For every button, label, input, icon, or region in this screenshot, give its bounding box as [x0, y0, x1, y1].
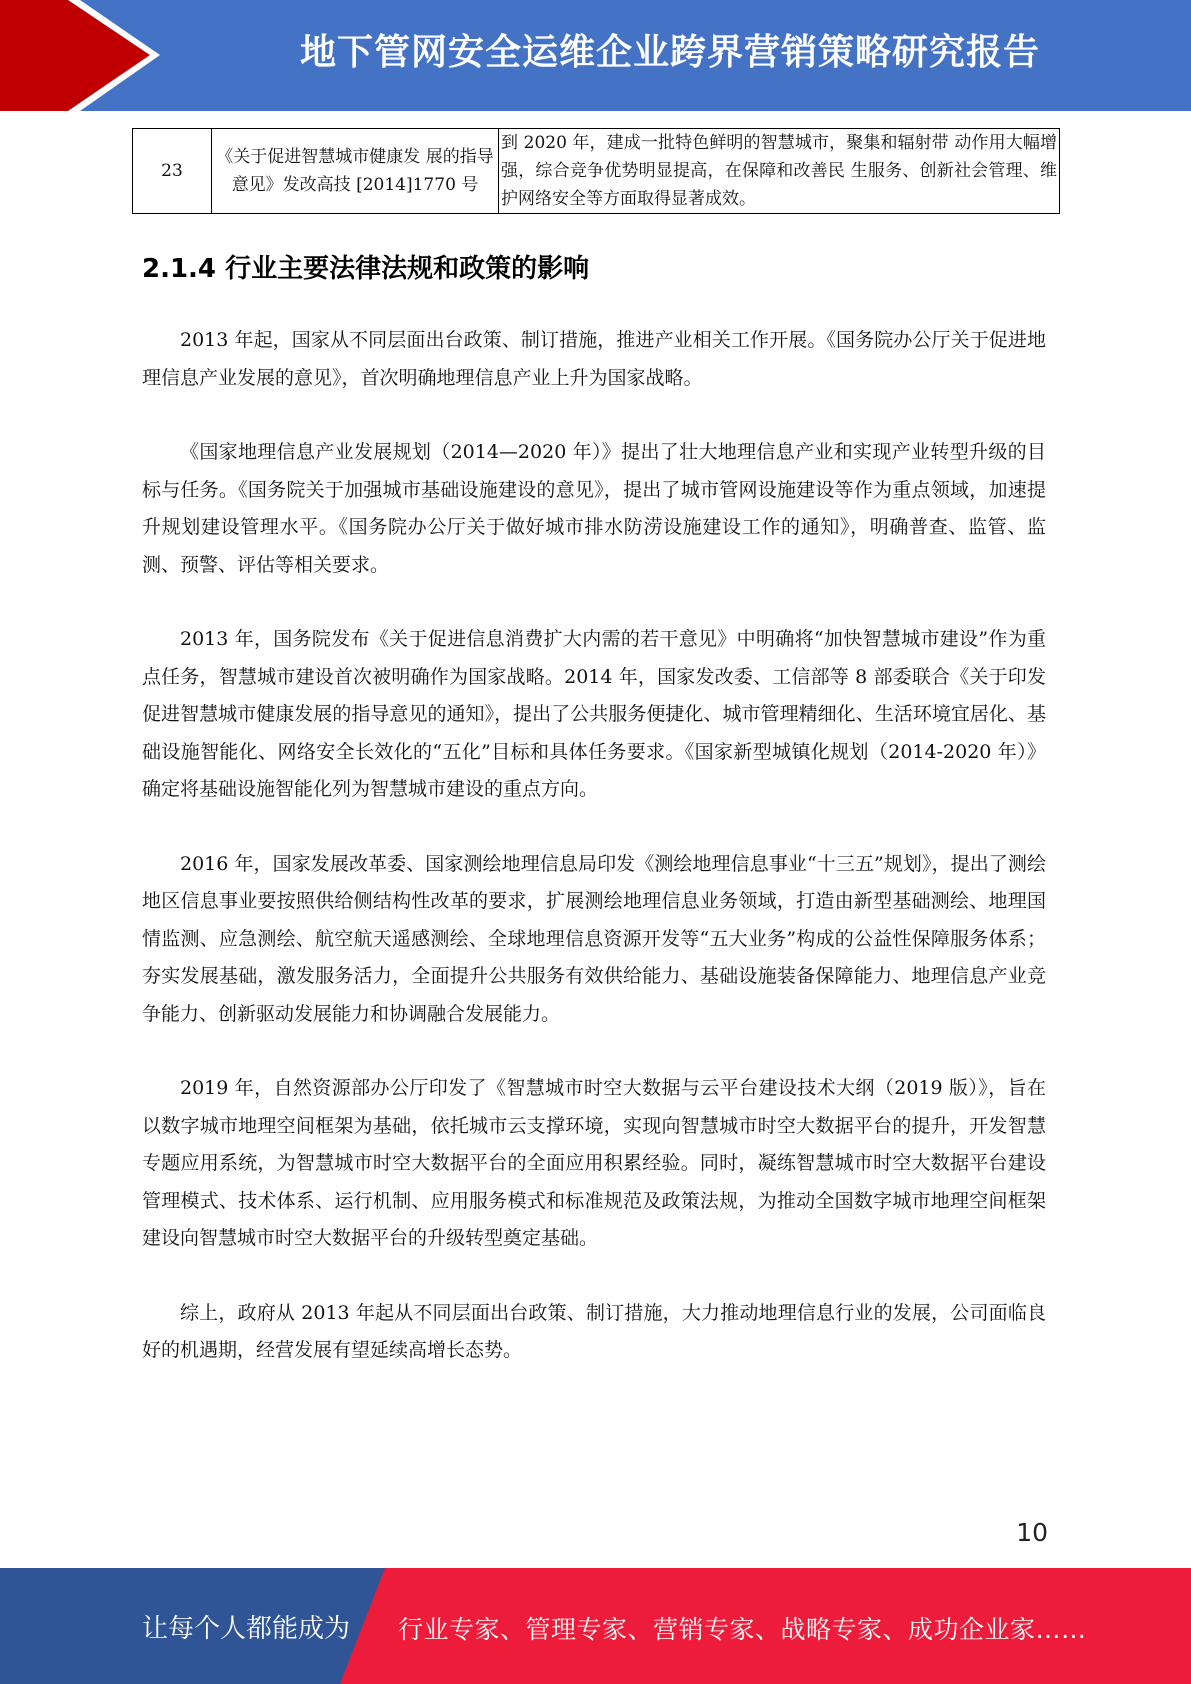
footer-slogan-left: 让每个人都能成为: [142, 1614, 351, 1644]
header-red-arrow-decoration: [0, 0, 150, 111]
footer-slogan-right: 行业专家、管理专家、营销专家、战略专家、成功企业家……: [398, 1615, 1087, 1644]
paragraph: 综上，政府从 2013 年起从不同层面出台政策、制订措施，大力推动地理信息行业的发展，公司面临良好的机遇期，经营发展有望延续高增长态势。: [142, 1301, 1046, 1361]
page-footer: [0, 1568, 1191, 1684]
table-cell-description: 到 2020 年，建成一批特色鲜明的智慧城市，聚集和辐射带 动作用大幅增强，综合竞争优势明显提高，在保障和改善民 生服务、创新社会管理、维护网络安全等方面取得显著成效。: [499, 129, 1060, 214]
page-number: 10: [1016, 1518, 1048, 1547]
paragraph: 2013 年，国务院发布《关于促进信息消费扩大内需的若干意见》中明确将“加快智慧城市建设”作为重点任务，智慧城市建设首次被明确作为国家战略。2014 年，国家发改委、工信部等 8 部委联合《关于印发促进智慧城市健康发展的指导意见的通知》，提出了公共服务便捷化、城市管理精细化、生活环境宜居化、基础设施智能化、网络安全长效化的“五化”目标和具体任务要求。《国家新型城镇化规划（2014-2020 年）》确定将基础设施智能化列为智慧城市建设的重点方向。: [142, 628, 1046, 800]
header-title: 地下管网安全运维企业跨界营销策略研究报告: [299, 32, 1040, 73]
policy-table: [132, 128, 1060, 214]
paragraph: 2016 年，国家发展改革委、国家测绘地理信息局印发《测绘地理信息事业“十三五”规划》，提出了测绘地区信息事业要按照供给侧结构性改革的要求，扩展测绘地理信息业务领域，打造由新型基础测绘、地理国情监测、应急测绘、航空航天遥感测绘、全球地理信息资源开发等“五大业务”构成的公益性保障服务体系；夯实发展基础，激发服务活力，全面提升公共服务有效供给能力、基础设施装备保障能力、地理信息产业竞争能力、创新驱动发展能力和协调融合发展能力。: [142, 852, 1046, 1025]
table-row: [133, 129, 1060, 214]
body-content: [142, 322, 1046, 1407]
paragraph: 2013 年起，国家从不同层面出台政策、制订措施，推进产业相关工作开展。《国务院办公厅关于促进地理信息产业发展的意见》，首次明确地理信息产业上升为国家战略。: [142, 329, 1046, 389]
page-header: [0, 0, 1191, 111]
section-heading: 2.1.4 行业主要法律法规和政策的影响: [142, 254, 590, 284]
paragraph: 2019 年，自然资源部办公厅印发了《智慧城市时空大数据与云平台建设技术大纲（2019 版）》，旨在以数字城市地理空间框架为基础，依托城市云支撑环境，实现向智慧城市时空大数据平台的提升，开发智慧专题应用系统，为智慧城市时空大数据平台的全面应用积累经验。同时，凝练智慧城市时空大数据平台建设管理模式、技术体系、运行机制、应用服务模式和标准规范及政策法规，为推动全国数字城市地理空间框架建设向智慧城市时空大数据平台的升级转型奠定基础。: [142, 1077, 1046, 1249]
table-cell-policy-name: 《关于促进智慧城市健康发 展的指导意见》发改高技 [2014]1770 号: [212, 129, 499, 214]
paragraph: 《国家地理信息产业发展规划（2014—2020 年）》提出了壮大地理信息产业和实现产业转型升级的目标与任务。《国务院关于加强城市基础设施建设的意见》，提出了城市管网设施建设等作为重点领域，加速提升规划建设管理水平。《国务院办公厅关于做好城市排水防涝设施建设工作的通知》，明确普查、监管、监测、预警、评估等相关要求。: [142, 441, 1046, 576]
table-cell-number: 23: [133, 129, 212, 214]
